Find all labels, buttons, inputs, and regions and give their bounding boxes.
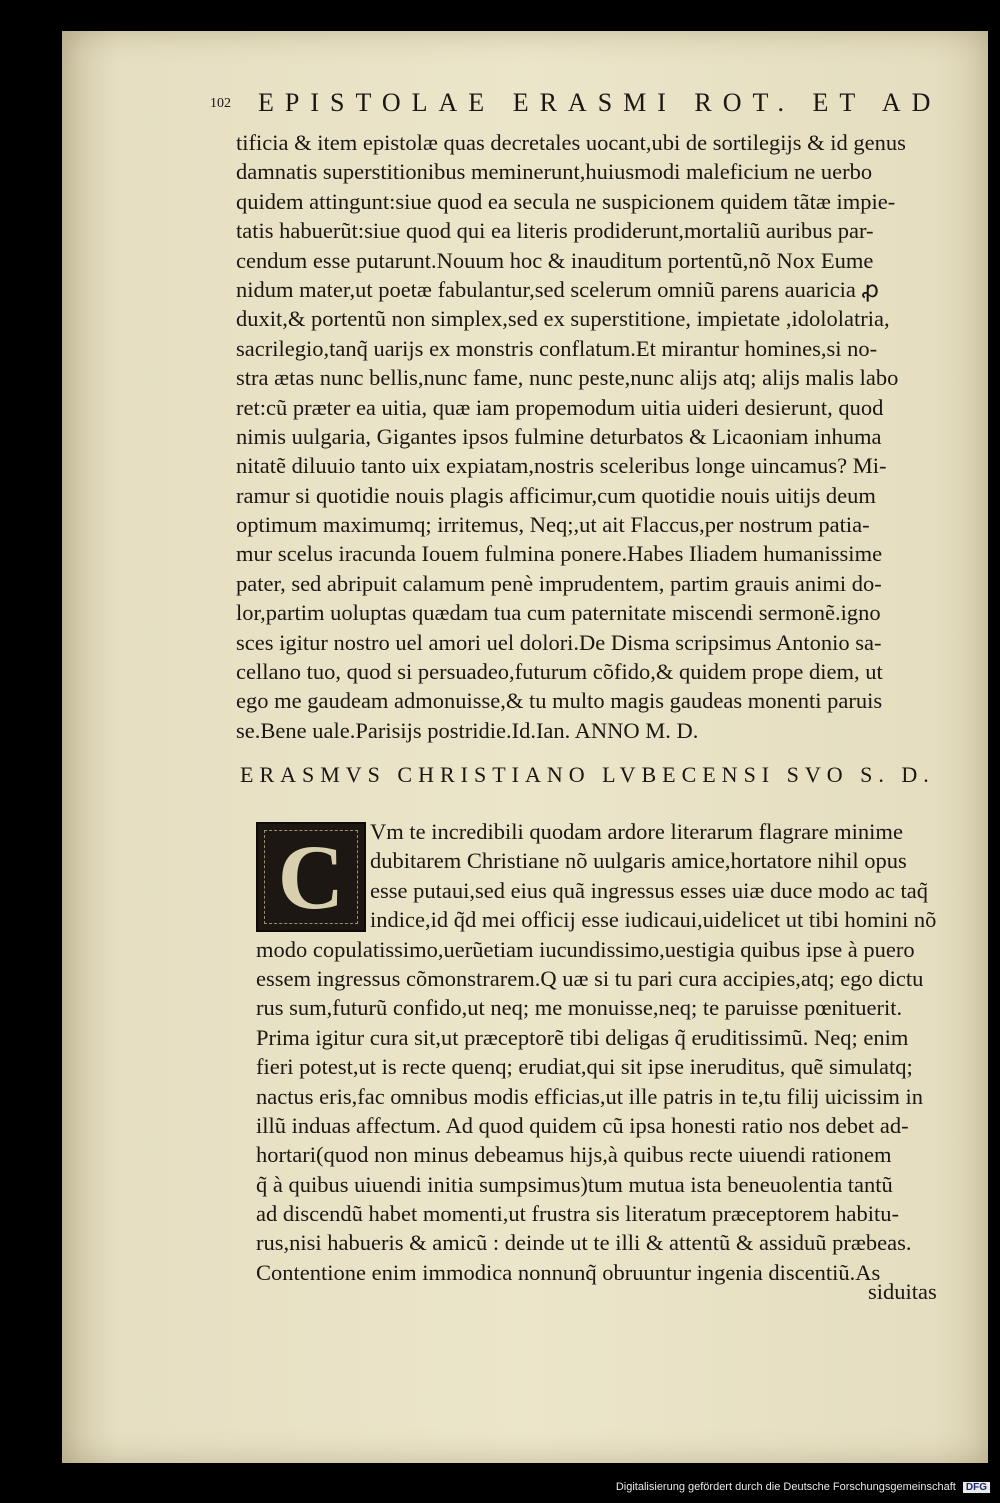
text-line: nimis uulgaria, Gigantes ipsos fulmine deturbatos & Licaoniam inhuma xyxy=(236,423,882,449)
letter-line: indice,id q̃d mei officij esse iudicaui,uidelicet ut tibi homini nõ xyxy=(370,907,937,933)
text-line: cendum esse putarunt.Nouum hoc & inauditum portentũ,nõ Nox Eume xyxy=(236,247,874,273)
letter-line: dubitarem Christiane nõ uulgaris amice,hortatore nihil opus xyxy=(370,848,907,874)
initial-letter: C xyxy=(277,826,345,928)
letter-line: esse putaui,sed eius quã ingressus esses uiæ duce modo ac taq̃ xyxy=(370,877,929,903)
text-block xyxy=(236,128,966,745)
letter-line: q̃ à quibus uiuendi initia sumpsimus)tum mutua ista beneuolentia tantũ xyxy=(256,1171,893,1197)
letter-line: modo copulatissimo,uerũetiam iucundissimo,uestigia quibus ipse à puero xyxy=(256,936,915,962)
dfg-logo[interactable]: DFG xyxy=(963,1482,990,1493)
text-line: se.Bene uale.Parisijs postridie.Id.Ian. ANNO M. D. xyxy=(236,717,699,743)
text-line: quidem attingunt:siue quod ea secula ne suspicionem quidem tãtæ impie- xyxy=(236,188,896,214)
letter-line: ad discendũ habet momenti,ut frustra sis literatum præceptorem habitu- xyxy=(256,1201,899,1227)
text-line: cellano tuo, quod si persuadeo,futurum cõfido,& quidem prope diem, ut xyxy=(236,659,883,685)
text-line: mur scelus iracunda Iouem fulmina ponere.Habes Iliadem humanissime xyxy=(236,541,883,567)
letter-line: hortari(quod non minus debeamus hijs,à quibus recte uiuendi rationem xyxy=(256,1142,892,1168)
text-line: duxit,& portentũ non simplex,sed ex superstitione, impietate ,idololatria, xyxy=(236,306,890,332)
letter-line: Contentione enim immodica nonnunq̃ obruuntur ingenia discentiũ.As xyxy=(256,1259,881,1285)
text-line: ret:cũ præter ea uitia, quæ iam propemodum uitia uideri desierunt, quod xyxy=(236,394,884,420)
text-line: tatis habuerũt:siue quod qui ea literis prodiderunt,mortaliũ auribus par- xyxy=(236,218,874,244)
text-line: damnatis superstitionibus meminerunt,huiusmodi maleficium ne uerbo xyxy=(236,159,873,185)
running-title: EPISTOLAE ERASMI ROT. ET AD xyxy=(258,88,942,117)
text-line: nidum mater,ut poetæ fabulantur,sed scelerum omniũ parens auaricia ꝓ xyxy=(236,276,879,302)
text-line: sces igitur nostro uel amori uel dolori.De Disma scripsimus Antonio sa- xyxy=(236,629,882,655)
text-line: ramur si quotidie nouis plagis afficimur,cum quotidie nouis uitijs deum xyxy=(236,482,876,508)
text-line: optimum maximumq; irritemus, Neq;,ut ait Flaccus,per nostrum patia- xyxy=(236,512,870,538)
letter-line: fieri potest,ut is recte quenq; erudiat,qui sit ipse ineruditus, quẽ simulatq; xyxy=(256,1054,913,1080)
catchword: siduitas xyxy=(868,1279,937,1304)
digitization-credit xyxy=(616,1481,990,1493)
text-line: pater, sed abripuit calamum penè imprudentem, partim grauis animi do- xyxy=(236,570,882,596)
letter-heading: ERASMVS CHRISTIANO LVBECENSI SVO S. D. xyxy=(240,762,935,787)
letter-line: Vm te incredibili quodam ardore literarum flagrare minime xyxy=(370,819,903,844)
text-line: sacrilegio,tanq̃ uarijs ex monstris conflatum.Et mirantur homines,si no- xyxy=(236,335,878,361)
text-line: nitatẽ diluuio tanto uix expiatam,nostris sceleribus longe uincamus? Mi- xyxy=(236,453,887,479)
text-line: tificia & item epistolæ quas decretales uocant,ubi de sortilegijs & id genus xyxy=(236,130,906,155)
text-line: stra ætas nunc bellis,nunc fame, nunc peste,nunc alijs atq; alijs malis labo xyxy=(236,365,899,391)
text-line: lor,partim uoluptas quædam tua cum paternitate miscendi sermonẽ.igno xyxy=(236,600,881,626)
letter-line: rus,nisi habueris & amicũ : deinde ut te illi & attentũ & assiduũ præbeas. xyxy=(256,1230,912,1256)
credit-text: Digitalisierung gefördert durch die Deutsche Forschungsgemeinschaft xyxy=(615,1481,956,1493)
letter-body xyxy=(256,817,976,1287)
letter-line: illũ induas affectum. Ad quod quidem cũ ipsa honesti ratio nos debet ad- xyxy=(256,1112,909,1138)
letter-line: nactus eris,fac omnibus modis efficias,ut ille patris in te,tu filij uicissim in xyxy=(256,1083,923,1109)
letter-line: Prima igitur cura sit,ut præceptorẽ tibi deligas q̃ eruditissimũ. Neq; enim xyxy=(256,1024,909,1050)
text-line: ego me gaudeam admonuisse,& tu multo magis gaudeas monenti paruis xyxy=(236,688,883,714)
folio-number: 102 xyxy=(210,96,231,111)
letter-line: rus sum,futurũ confido,ut neq; me monuisse,neq; te paruisse pœnituerit. xyxy=(256,995,903,1021)
letter-line: essem ingressus cõmonstrarem.Q uæ si tu pari cura accipies,atq; ego dictu xyxy=(256,965,924,991)
running-head xyxy=(210,88,980,118)
